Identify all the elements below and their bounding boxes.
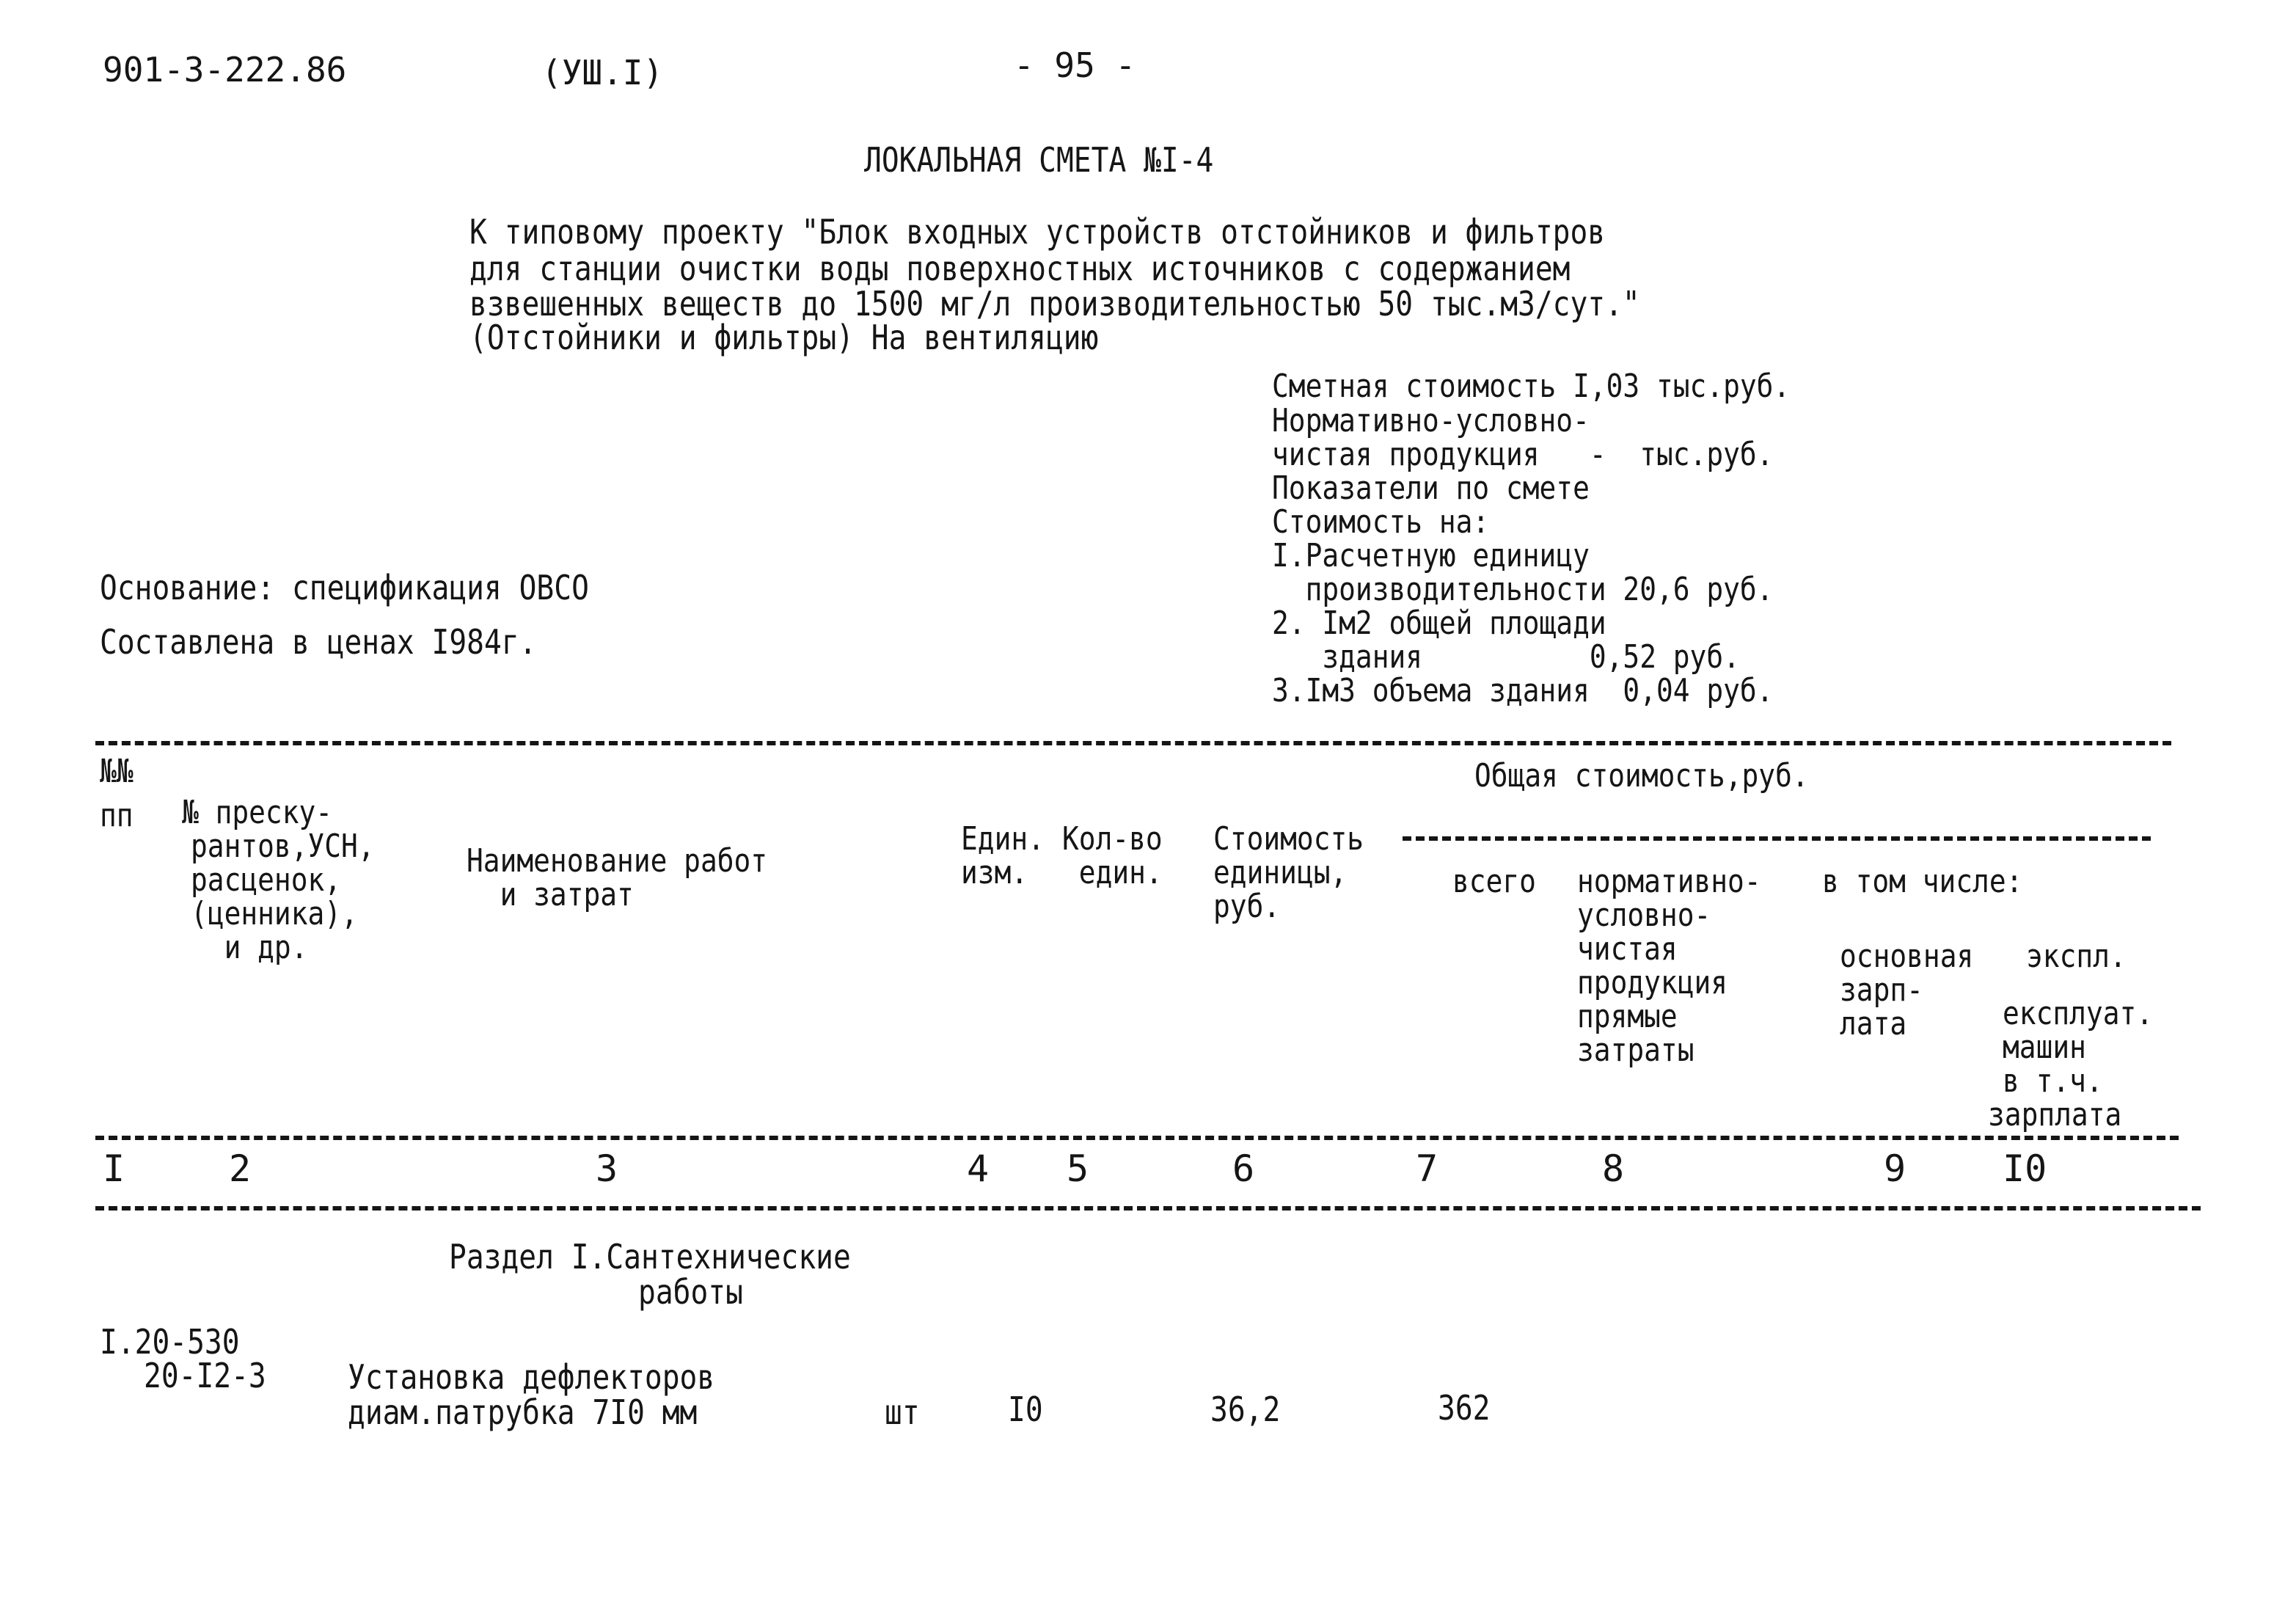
album-number: (УШ.I) xyxy=(541,53,664,92)
header-bottom-rule xyxy=(95,1136,2179,1140)
header-col-wages: основная xyxy=(1840,938,1974,975)
header-col-number: №№ xyxy=(100,753,134,790)
row-name: Установка дефлекторов xyxy=(348,1357,715,1397)
row-code: 20-I2-3 xyxy=(144,1356,266,1395)
header-expl-group: экспл. xyxy=(2026,938,2127,975)
section-title: работы xyxy=(638,1272,743,1312)
summary-line: Нормативно-условно- xyxy=(1272,402,1590,439)
header-col-machines: машин xyxy=(2003,1029,2086,1066)
summary-line: здания 0,52 руб. xyxy=(1272,638,1740,676)
header-col-number: пп xyxy=(100,797,134,834)
header-col-unit: Един. xyxy=(961,820,1045,858)
column-number: 9 xyxy=(1884,1147,1906,1190)
header-group-rule xyxy=(1403,836,2151,841)
header-col-name: и затрат xyxy=(467,876,634,913)
header-col-qty: Кол-во xyxy=(1062,820,1163,858)
column-number: I xyxy=(103,1147,125,1190)
column-number: 5 xyxy=(1067,1147,1089,1190)
header-col-unit: изм. xyxy=(961,854,1028,891)
header-col-unit-cost: Стоимость xyxy=(1213,820,1364,858)
description-line: для станции очистки воды поверхностных источников с содержанием xyxy=(469,249,1571,288)
description-line: взвешенных веществ до 1500 мг/л производительностью 50 тыс.м3/сут." xyxy=(469,284,1640,324)
row-name: диам.патрубка 7I0 мм xyxy=(348,1392,698,1432)
row-unit-cost: 36,2 xyxy=(1210,1390,1281,1429)
header-including: в том числе: xyxy=(1822,863,2023,900)
header-col-net-output: чистая xyxy=(1577,930,1678,968)
document-title: ЛОКАЛЬНАЯ СМЕТА №I-4 xyxy=(864,140,1214,180)
row-quantity: I0 xyxy=(1008,1390,1043,1429)
header-col-code: (ценника), xyxy=(191,895,358,932)
column-number: 7 xyxy=(1416,1147,1438,1190)
summary-line: 2. Iм2 общей площади xyxy=(1272,605,1606,642)
summary-line: 3.Iм3 объема здания 0,04 руб. xyxy=(1272,672,1774,709)
page-number: - 95 - xyxy=(1014,45,1136,85)
column-number: I0 xyxy=(2003,1147,2047,1190)
summary-line: Сметная стоимость I,03 тыс.руб. xyxy=(1272,368,1791,405)
header-col-unit-cost: руб. xyxy=(1213,888,1281,925)
header-group-total: Общая стоимость,руб. xyxy=(1474,757,1809,795)
row-number: I.20-530 xyxy=(100,1322,240,1362)
summary-line: Стоимость на: xyxy=(1272,503,1490,541)
header-col-total: всего xyxy=(1452,863,1536,900)
header-col-net-output: продукция xyxy=(1577,964,1728,1001)
summary-line: I.Расчетную единицу xyxy=(1272,537,1590,574)
header-col-code: и др. xyxy=(191,929,308,966)
header-col-net-output: условно- xyxy=(1577,897,1711,934)
column-number: 2 xyxy=(229,1147,252,1190)
header-col-wages: лата xyxy=(1840,1005,1907,1043)
header-col-wages: зарп- xyxy=(1840,971,1923,1009)
column-number: 4 xyxy=(967,1147,990,1190)
column-number: 8 xyxy=(1602,1147,1625,1190)
header-col-unit-cost: единицы, xyxy=(1213,854,1348,891)
header-col-machines: експлуат. xyxy=(2003,995,2154,1032)
header-col-machines: в т.ч. xyxy=(2003,1062,2103,1100)
header-col-code: рантов,УСН, xyxy=(191,828,375,865)
column-number: 6 xyxy=(1232,1147,1255,1190)
header-col-code: № преску- xyxy=(182,794,333,831)
header-col-net-output: нормативно- xyxy=(1577,863,1761,900)
header-col-code: расценок, xyxy=(191,861,342,899)
description-line: (Отстойники и фильтры) На вентиляцию xyxy=(469,318,1099,357)
header-col-name: Наименование работ xyxy=(467,842,768,880)
doc-code: 901-3-222.86 xyxy=(103,50,347,90)
header-col-qty: един. xyxy=(1062,854,1163,891)
section-title: Раздел I.Сантехнические xyxy=(449,1237,851,1277)
summary-line: Показатели по смете xyxy=(1272,470,1590,507)
prices-note: Составлена в ценах I984г. xyxy=(100,622,537,662)
row-unit: шт xyxy=(885,1392,920,1432)
description-line: К типовому проекту "Блок входных устройств отстойников и фильтров xyxy=(469,212,1606,252)
row-total: 362 xyxy=(1438,1388,1491,1428)
summary-line: чистая продукция - тыс.руб. xyxy=(1272,436,1774,473)
header-col-net-output: прямые xyxy=(1577,998,1678,1035)
summary-line: производительности 20,6 руб. xyxy=(1272,571,1774,608)
header-col-machines: зарплата xyxy=(1988,1096,2122,1133)
basis-note: Основание: спецификация ОВСО xyxy=(100,568,589,607)
table-top-rule xyxy=(95,741,2171,745)
header-col-net-output: затраты xyxy=(1577,1031,1694,1069)
column-number: 3 xyxy=(596,1147,618,1190)
column-number-rule xyxy=(95,1206,2201,1211)
